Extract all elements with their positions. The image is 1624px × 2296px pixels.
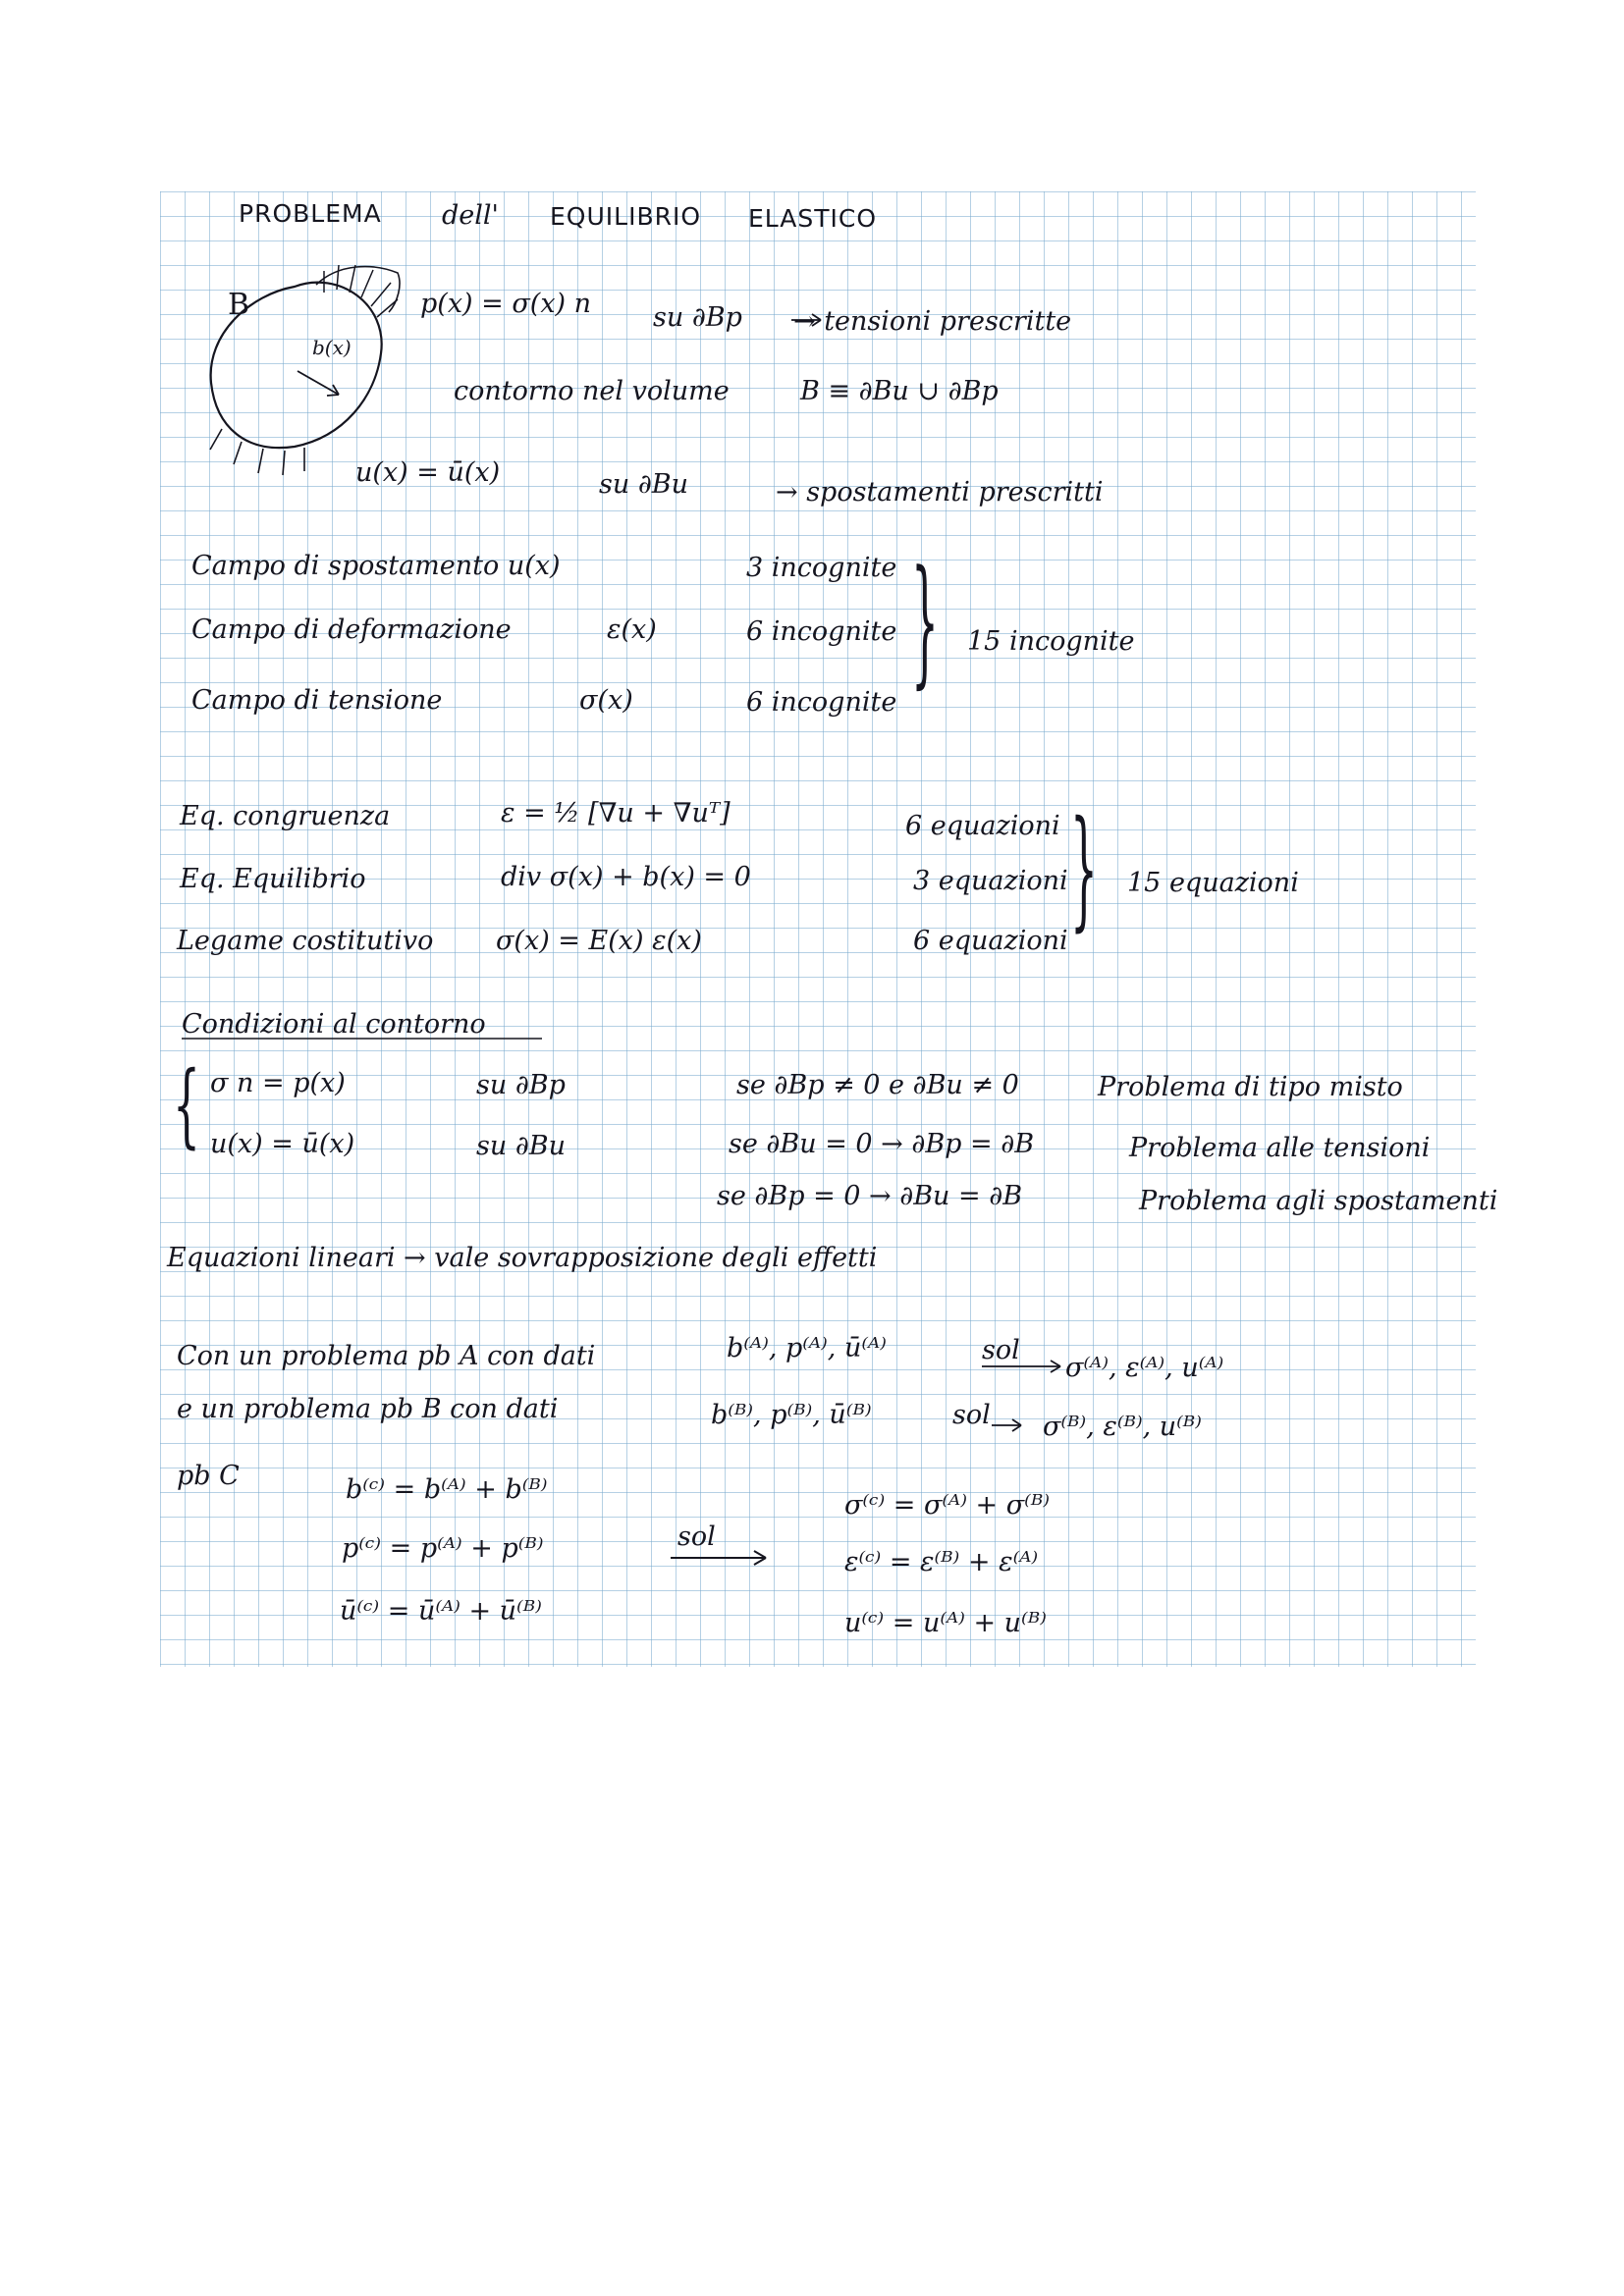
equation-row-1-count: 6 equazioni bbox=[905, 811, 1060, 841]
unknown-row-3-label: Campo di tensione bbox=[191, 685, 443, 716]
displacement-boundary: su ∂Bu bbox=[599, 469, 689, 500]
bc-brace: { bbox=[173, 1053, 200, 1159]
unknown-row-2-symbol: ε(x) bbox=[607, 614, 657, 645]
unknown-row-3-symbol: σ(x) bbox=[579, 685, 633, 716]
problem-c-output-sigma: σ⁽ᶜ⁾ = σ⁽ᴬ⁾ + σ⁽ᴮ⁾ bbox=[844, 1490, 1050, 1521]
equations-brace: } bbox=[1070, 795, 1098, 945]
equation-row-1-formula: ε = ½ [∇u + ∇uᵀ] bbox=[501, 798, 731, 828]
bc-case-2-result: Problema alle tensioni bbox=[1129, 1133, 1431, 1163]
bc-equation-2: u(x) = ū(x) bbox=[210, 1129, 355, 1159]
problem-c-input-u: ū⁽ᶜ⁾ = ū⁽ᴬ⁾ + ū⁽ᴮ⁾ bbox=[340, 1596, 542, 1627]
unknowns-total: 15 incognite bbox=[967, 626, 1135, 657]
problem-b-text: e un problema pb B con dati bbox=[177, 1394, 559, 1424]
unknown-row-1-label: Campo di spostamento u(x) bbox=[191, 551, 561, 581]
unknown-row-2-label: Campo di deformazione bbox=[191, 614, 512, 645]
contour-text: contorno nel volume bbox=[454, 376, 730, 406]
title-word-equilibrio: EQUILIBRIO bbox=[550, 202, 702, 231]
bc-equation-2-boundary: su ∂Bu bbox=[476, 1131, 567, 1161]
equation-row-2-count: 3 equazioni bbox=[913, 866, 1068, 896]
equations-total: 15 equazioni bbox=[1127, 868, 1299, 898]
bc-equation-1-boundary: su ∂Bp bbox=[476, 1070, 566, 1100]
bc-case-1-condition: se ∂Bp ≠ 0 e ∂Bu ≠ 0 bbox=[736, 1070, 1019, 1100]
bc-equation-1: σ n = p(x) bbox=[210, 1068, 346, 1098]
traction-description: → tensioni prescritte bbox=[793, 306, 1072, 337]
displacement-description: → spostamenti prescritti bbox=[776, 477, 1104, 507]
contour-equation: B ≡ ∂Bu ∪ ∂Bp bbox=[800, 376, 999, 406]
body-label: B bbox=[228, 288, 250, 322]
problem-c-output-u: u⁽ᶜ⁾ = u⁽ᴬ⁾ + u⁽ᴮ⁾ bbox=[844, 1608, 1047, 1638]
displacement-equation: u(x) = ū(x) bbox=[355, 457, 501, 488]
bc-case-1-result: Problema di tipo misto bbox=[1098, 1072, 1403, 1102]
problem-c-output-epsilon: ε⁽ᶜ⁾ = ε⁽ᴮ⁾ + ε⁽ᴬ⁾ bbox=[844, 1547, 1039, 1577]
bc-case-3-condition: se ∂Bp = 0 → ∂Bu = ∂B bbox=[717, 1181, 1023, 1211]
unknowns-brace: } bbox=[911, 543, 939, 704]
unknown-row-2-count: 6 incognite bbox=[746, 616, 897, 647]
bc-case-2-condition: se ∂Bu = 0 → ∂Bp = ∂B bbox=[729, 1129, 1035, 1159]
problem-a-sol: sol bbox=[982, 1335, 1020, 1365]
equation-row-3-formula: σ(x) = E(x) ε(x) bbox=[496, 926, 702, 956]
equation-row-2-label: Eq. Equilibrio bbox=[180, 864, 366, 894]
equation-row-3-label: Legame costitutivo bbox=[177, 926, 434, 956]
unknown-row-3-count: 6 incognite bbox=[746, 687, 897, 718]
body-force-label: b(x) bbox=[312, 336, 352, 359]
traction-boundary: su ∂Bp bbox=[653, 302, 742, 333]
problem-c-input-p: p⁽ᶜ⁾ = p⁽ᴬ⁾ + p⁽ᴮ⁾ bbox=[342, 1533, 544, 1564]
title-word-problema: PROBLEMA bbox=[239, 199, 382, 228]
problem-b-results: σ⁽ᴮ⁾, ε⁽ᴮ⁾, u⁽ᴮ⁾ bbox=[1043, 1412, 1202, 1442]
problem-b-data: b⁽ᴮ⁾, p⁽ᴮ⁾, ū⁽ᴮ⁾ bbox=[711, 1400, 872, 1430]
traction-equation: p(x) = σ(x) n bbox=[420, 289, 592, 319]
equation-row-3-count: 6 equazioni bbox=[913, 926, 1068, 956]
bc-heading: Condizioni al contorno bbox=[182, 1009, 486, 1040]
problem-b-sol: sol bbox=[952, 1400, 991, 1430]
problem-a-text: Con un problema pb A con dati bbox=[177, 1341, 596, 1371]
problem-c-label: pb C bbox=[177, 1461, 240, 1491]
title-word-elastico: ELASTICO bbox=[748, 204, 878, 233]
problem-c-input-b: b⁽ᶜ⁾ = b⁽ᴬ⁾ + b⁽ᴮ⁾ bbox=[346, 1474, 548, 1505]
equation-row-2-formula: div σ(x) + b(x) = 0 bbox=[501, 862, 751, 892]
bc-case-3-result: Problema agli spostamenti bbox=[1139, 1186, 1498, 1216]
problem-a-data: b⁽ᴬ⁾, p⁽ᴬ⁾, ū⁽ᴬ⁾ bbox=[727, 1333, 887, 1363]
linearity-note: Equazioni lineari → vale sovrapposizione degli effetti bbox=[167, 1243, 878, 1273]
equation-row-1-label: Eq. congruenza bbox=[180, 801, 391, 831]
problem-c-sol: sol bbox=[677, 1522, 716, 1552]
title-word-dell: dell' bbox=[442, 200, 499, 231]
unknown-row-1-count: 3 incognite bbox=[746, 553, 897, 583]
problem-a-results: σ⁽ᴬ⁾, ε⁽ᴬ⁾, u⁽ᴬ⁾ bbox=[1065, 1353, 1224, 1383]
